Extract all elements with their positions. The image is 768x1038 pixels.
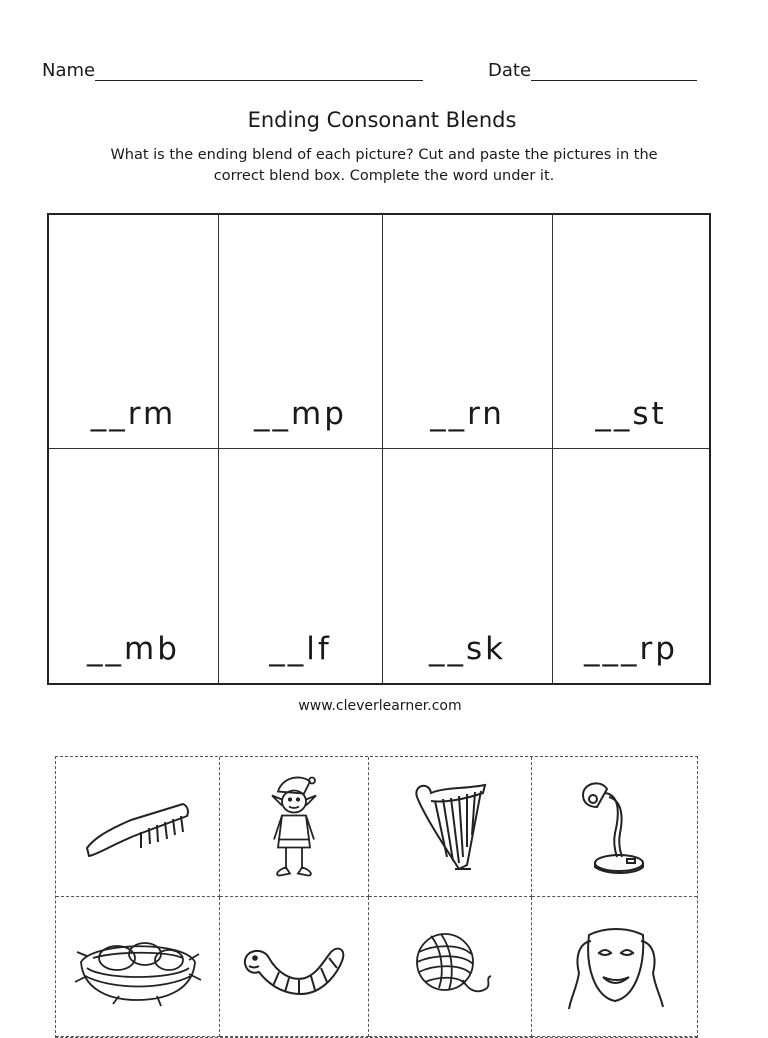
yarn-icon	[405, 922, 495, 1012]
worksheet-title: Ending Consonant Blends	[247, 108, 517, 132]
instructions: What is the ending blend of each picture? Cut and paste the pictures in the correct blend box. Complete the word under it.	[110, 147, 658, 184]
name-label: Name	[42, 60, 96, 81]
cutout-pictures	[55, 756, 698, 1038]
nest-icon	[73, 922, 203, 1012]
blend-box[interactable]	[219, 215, 383, 449]
blend-word: __rm	[90, 396, 177, 432]
blend-box[interactable]	[49, 215, 219, 449]
blend-box[interactable]	[219, 449, 383, 683]
blend-box[interactable]	[383, 215, 553, 449]
mask-icon	[565, 917, 665, 1017]
blend-word: __sk	[428, 631, 507, 667]
picture-card[interactable]	[532, 757, 697, 897]
blend-box[interactable]	[553, 215, 709, 449]
blend-word: ___rp	[584, 631, 678, 667]
blend-box[interactable]	[383, 449, 553, 683]
website-url: www.cleverlearner.com	[298, 698, 462, 714]
picture-card[interactable]	[220, 757, 369, 897]
harp-icon	[405, 777, 495, 877]
blend-box[interactable]	[553, 449, 709, 683]
blend-word: __mb	[87, 631, 180, 667]
picture-card[interactable]	[369, 897, 532, 1037]
picture-card[interactable]	[532, 897, 697, 1037]
picture-card[interactable]	[56, 757, 220, 897]
date-label: Date	[488, 60, 532, 81]
name-field[interactable]	[42, 60, 423, 81]
blend-grid	[47, 213, 711, 685]
blend-word: __mp	[254, 396, 347, 432]
blend-word: __st	[595, 396, 667, 432]
date-line[interactable]	[531, 62, 697, 81]
date-field[interactable]	[488, 60, 697, 81]
blend-box[interactable]	[49, 449, 219, 683]
comb-icon	[83, 792, 193, 862]
worm-icon	[239, 932, 349, 1002]
picture-card[interactable]	[369, 757, 532, 897]
picture-card[interactable]	[56, 897, 220, 1037]
name-line[interactable]	[95, 62, 423, 81]
picture-card[interactable]	[220, 897, 369, 1037]
lamp-icon	[575, 777, 655, 877]
blend-word: __rn	[430, 396, 505, 432]
blend-word: __lf	[269, 631, 332, 667]
elf-icon	[264, 769, 324, 884]
